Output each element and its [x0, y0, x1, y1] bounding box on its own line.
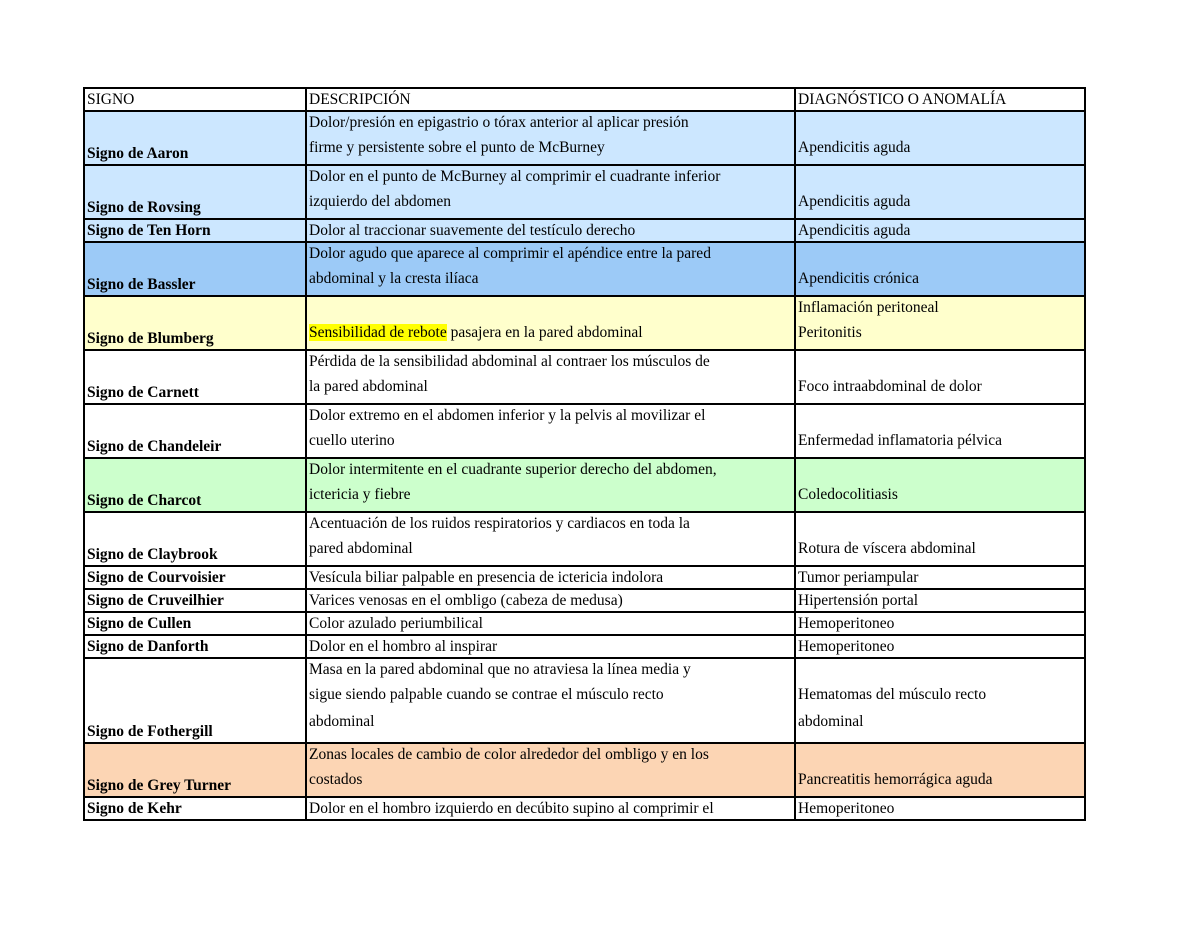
diagnosis-cell: [795, 242, 1085, 296]
description-line: Dolor agudo que aparece al comprimir el apéndice entre la pared: [309, 245, 711, 262]
diagnosis-line: Apendicitis aguda: [798, 193, 911, 210]
description-cell: [306, 589, 795, 612]
diagnosis-cell: [795, 404, 1085, 458]
table-row: [84, 635, 1085, 658]
description-cell: [306, 658, 795, 743]
description-cell: [306, 404, 795, 458]
sign-cell: [84, 743, 306, 797]
diagnosis-line: Apendicitis crónica: [798, 270, 919, 287]
description-cell: [306, 612, 795, 635]
sign-cell: [84, 242, 306, 296]
table-row: [84, 350, 1085, 404]
description-line: pared abdominal: [309, 540, 413, 557]
diagnosis-blank-line: [798, 351, 1082, 373]
sign-name: Signo de Fothergill: [87, 723, 213, 740]
table-row: [84, 296, 1085, 350]
description-line: Color azulado periumbilical: [309, 615, 483, 632]
description-cell: [306, 165, 795, 219]
sign-cell: [84, 296, 306, 350]
sign-name: Signo de Blumberg: [87, 330, 214, 347]
sign-cell: [84, 612, 306, 635]
description-line: costados: [309, 771, 363, 788]
table-row: [84, 404, 1085, 458]
description-line: ictericia y fiebre: [309, 486, 411, 503]
table-row: [84, 242, 1085, 296]
diagnosis-blank-line: [798, 405, 1082, 427]
diagnosis-line: Hemoperitoneo: [798, 615, 895, 632]
description-line: Dolor en el punto de McBurney al comprimir el cuadrante inferior: [309, 168, 721, 185]
diagnosis-cell: [795, 658, 1085, 743]
table-row: [84, 512, 1085, 566]
table-row: [84, 219, 1085, 242]
description-cell: [306, 512, 795, 566]
description-line: Dolor en el hombro izquierdo en decúbito supino al comprimir el: [309, 800, 714, 817]
description-line: Dolor intermitente en el cuadrante superior derecho del abdomen,: [309, 461, 717, 478]
table-row: [84, 458, 1085, 512]
diagnosis-cell: [795, 612, 1085, 635]
description-line: Dolor en el hombro al inspirar: [309, 638, 498, 655]
diagnosis-line: Tumor periampular: [798, 569, 919, 586]
sign-name: Signo de Bassler: [87, 276, 196, 293]
description-cell: [306, 566, 795, 589]
sign-name: Signo de Carnett: [87, 384, 199, 401]
sign-cell: [84, 219, 306, 242]
diagnosis-cell: [795, 743, 1085, 797]
header-descripcion: DESCRIPCIÓN: [306, 88, 795, 111]
sign-name: Signo de Ten Horn: [87, 222, 211, 239]
sign-cell: [84, 635, 306, 658]
sign-cell: [84, 589, 306, 612]
sign-cell: [84, 566, 306, 589]
description-cell: [306, 797, 795, 820]
description-line: Varices venosas en el ombligo (cabeza de medusa): [309, 592, 623, 609]
diagnosis-blank-line: [798, 459, 1082, 481]
sign-name: Signo de Rovsing: [87, 199, 201, 216]
diagnosis-line: Apendicitis aguda: [798, 139, 911, 156]
diagnosis-blank-line: [798, 243, 1082, 265]
description-line: Acentuación de los ruidos respiratorios y cardiacos en toda la: [309, 515, 690, 532]
table-row: [84, 743, 1085, 797]
sign-name: Signo de Charcot: [87, 492, 202, 509]
header-diagnostico: DIAGNÓSTICO O ANOMALÍA: [795, 88, 1085, 111]
description-line: izquierdo del abdomen: [309, 193, 452, 210]
sign-name: Signo de Grey Turner: [87, 777, 231, 794]
description-cell: [306, 350, 795, 404]
table-row: [84, 797, 1085, 820]
description-cell: [306, 743, 795, 797]
diagnosis-line: Hematomas del músculo recto: [798, 686, 987, 703]
diagnosis-line: Hemoperitoneo: [798, 638, 895, 655]
description-rest: pasajera en la pared abdominal: [446, 324, 643, 341]
table-row: [84, 589, 1085, 612]
diagnosis-cell: [795, 635, 1085, 658]
diagnosis-blank-line: [798, 166, 1082, 188]
description-line: Dolor/presión en epigastrio o tórax anterior al aplicar presión: [309, 114, 689, 131]
description-line: [309, 319, 792, 346]
sign-cell: [84, 797, 306, 820]
description-line: Dolor extremo en el abdomen inferior y la pelvis al movilizar el: [309, 407, 706, 424]
diagnosis-blank-line: [798, 112, 1082, 134]
header-row: [84, 88, 1085, 111]
diagnosis-line: Peritonitis: [798, 324, 862, 341]
sign-name: Signo de Kehr: [87, 800, 182, 817]
diagnosis-blank-line: [798, 513, 1082, 535]
description-cell: [306, 635, 795, 658]
table-row: [84, 111, 1085, 165]
description-line: cuello uterino: [309, 432, 395, 449]
diagnosis-line: Rotura de víscera abdominal: [798, 540, 976, 557]
diagnosis-cell: [795, 296, 1085, 350]
diagnosis-cell: [795, 566, 1085, 589]
sign-name: Signo de Cullen: [87, 615, 192, 632]
diagnosis-cell: [795, 111, 1085, 165]
diagnosis-line: Inflamación peritoneal: [798, 299, 939, 316]
diagnosis-line: abdominal: [798, 713, 864, 730]
diagnosis-line: Pancreatitis hemorrágica aguda: [798, 771, 993, 788]
sign-cell: [84, 458, 306, 512]
diagnosis-line: Apendicitis aguda: [798, 222, 911, 239]
diagnosis-cell: [795, 219, 1085, 242]
description-cell: [306, 219, 795, 242]
diagnosis-line: Coledocolitiasis: [798, 486, 898, 503]
signs-table: [83, 87, 1086, 821]
diagnosis-cell: [795, 512, 1085, 566]
diagnosis-blank-line: [798, 744, 1082, 766]
sign-cell: [84, 111, 306, 165]
diagnosis-line: Foco intraabdominal de dolor: [798, 378, 982, 395]
header-signo: SIGNO: [84, 88, 306, 111]
sign-name: Signo de Cruveilhier: [87, 592, 224, 609]
description-cell: [306, 458, 795, 512]
description-cell: [306, 111, 795, 165]
diagnosis-cell: [795, 589, 1085, 612]
diagnosis-cell: [795, 350, 1085, 404]
table-row: [84, 566, 1085, 589]
diagnosis-cell: [795, 165, 1085, 219]
description-cell: [306, 242, 795, 296]
diagnosis-line: Hemoperitoneo: [798, 800, 895, 817]
sign-cell: [84, 350, 306, 404]
description-blank-line: [309, 297, 792, 319]
table-row: [84, 658, 1085, 743]
sign-name: Signo de Danforth: [87, 638, 209, 655]
sign-cell: [84, 404, 306, 458]
diagnosis-line: Hipertensión portal: [798, 592, 919, 609]
description-line: abdominal y la cresta ilíaca: [309, 270, 479, 287]
description-cell: [306, 296, 795, 350]
sign-name: Signo de Courvoisier: [87, 569, 226, 586]
sign-name: Signo de Chandeleir: [87, 438, 222, 455]
description-line: Zonas locales de cambio de color alrededor del ombligo y en los: [309, 746, 709, 763]
table-row: [84, 612, 1085, 635]
diagnosis-blank-line: [798, 659, 1082, 681]
signs-table-body: [84, 88, 1085, 820]
description-line: la pared abdominal: [309, 378, 428, 395]
table-row: [84, 165, 1085, 219]
sign-name: Signo de Aaron: [87, 145, 189, 162]
description-line: Vesícula biliar palpable en presencia de ictericia indolora: [309, 569, 664, 586]
highlighted-text: Sensibilidad de rebote: [309, 324, 447, 341]
description-line: abdominal: [309, 713, 375, 730]
sign-cell: [84, 658, 306, 743]
diagnosis-cell: [795, 458, 1085, 512]
diagnosis-line: Enfermedad inflamatoria pélvica: [798, 432, 1002, 449]
description-line: Dolor al traccionar suavemente del testículo derecho: [309, 222, 636, 239]
sign-name: Signo de Claybrook: [87, 546, 218, 563]
sign-cell: [84, 165, 306, 219]
diagnosis-cell: [795, 797, 1085, 820]
description-line: firme y persistente sobre el punto de McBurney: [309, 139, 605, 156]
description-line: sigue siendo palpable cuando se contrae el músculo recto: [309, 686, 664, 703]
sign-cell: [84, 512, 306, 566]
description-line: Masa en la pared abdominal que no atraviesa la línea media y: [309, 661, 691, 678]
description-line: Pérdida de la sensibilidad abdominal al contraer los músculos de: [309, 353, 710, 370]
